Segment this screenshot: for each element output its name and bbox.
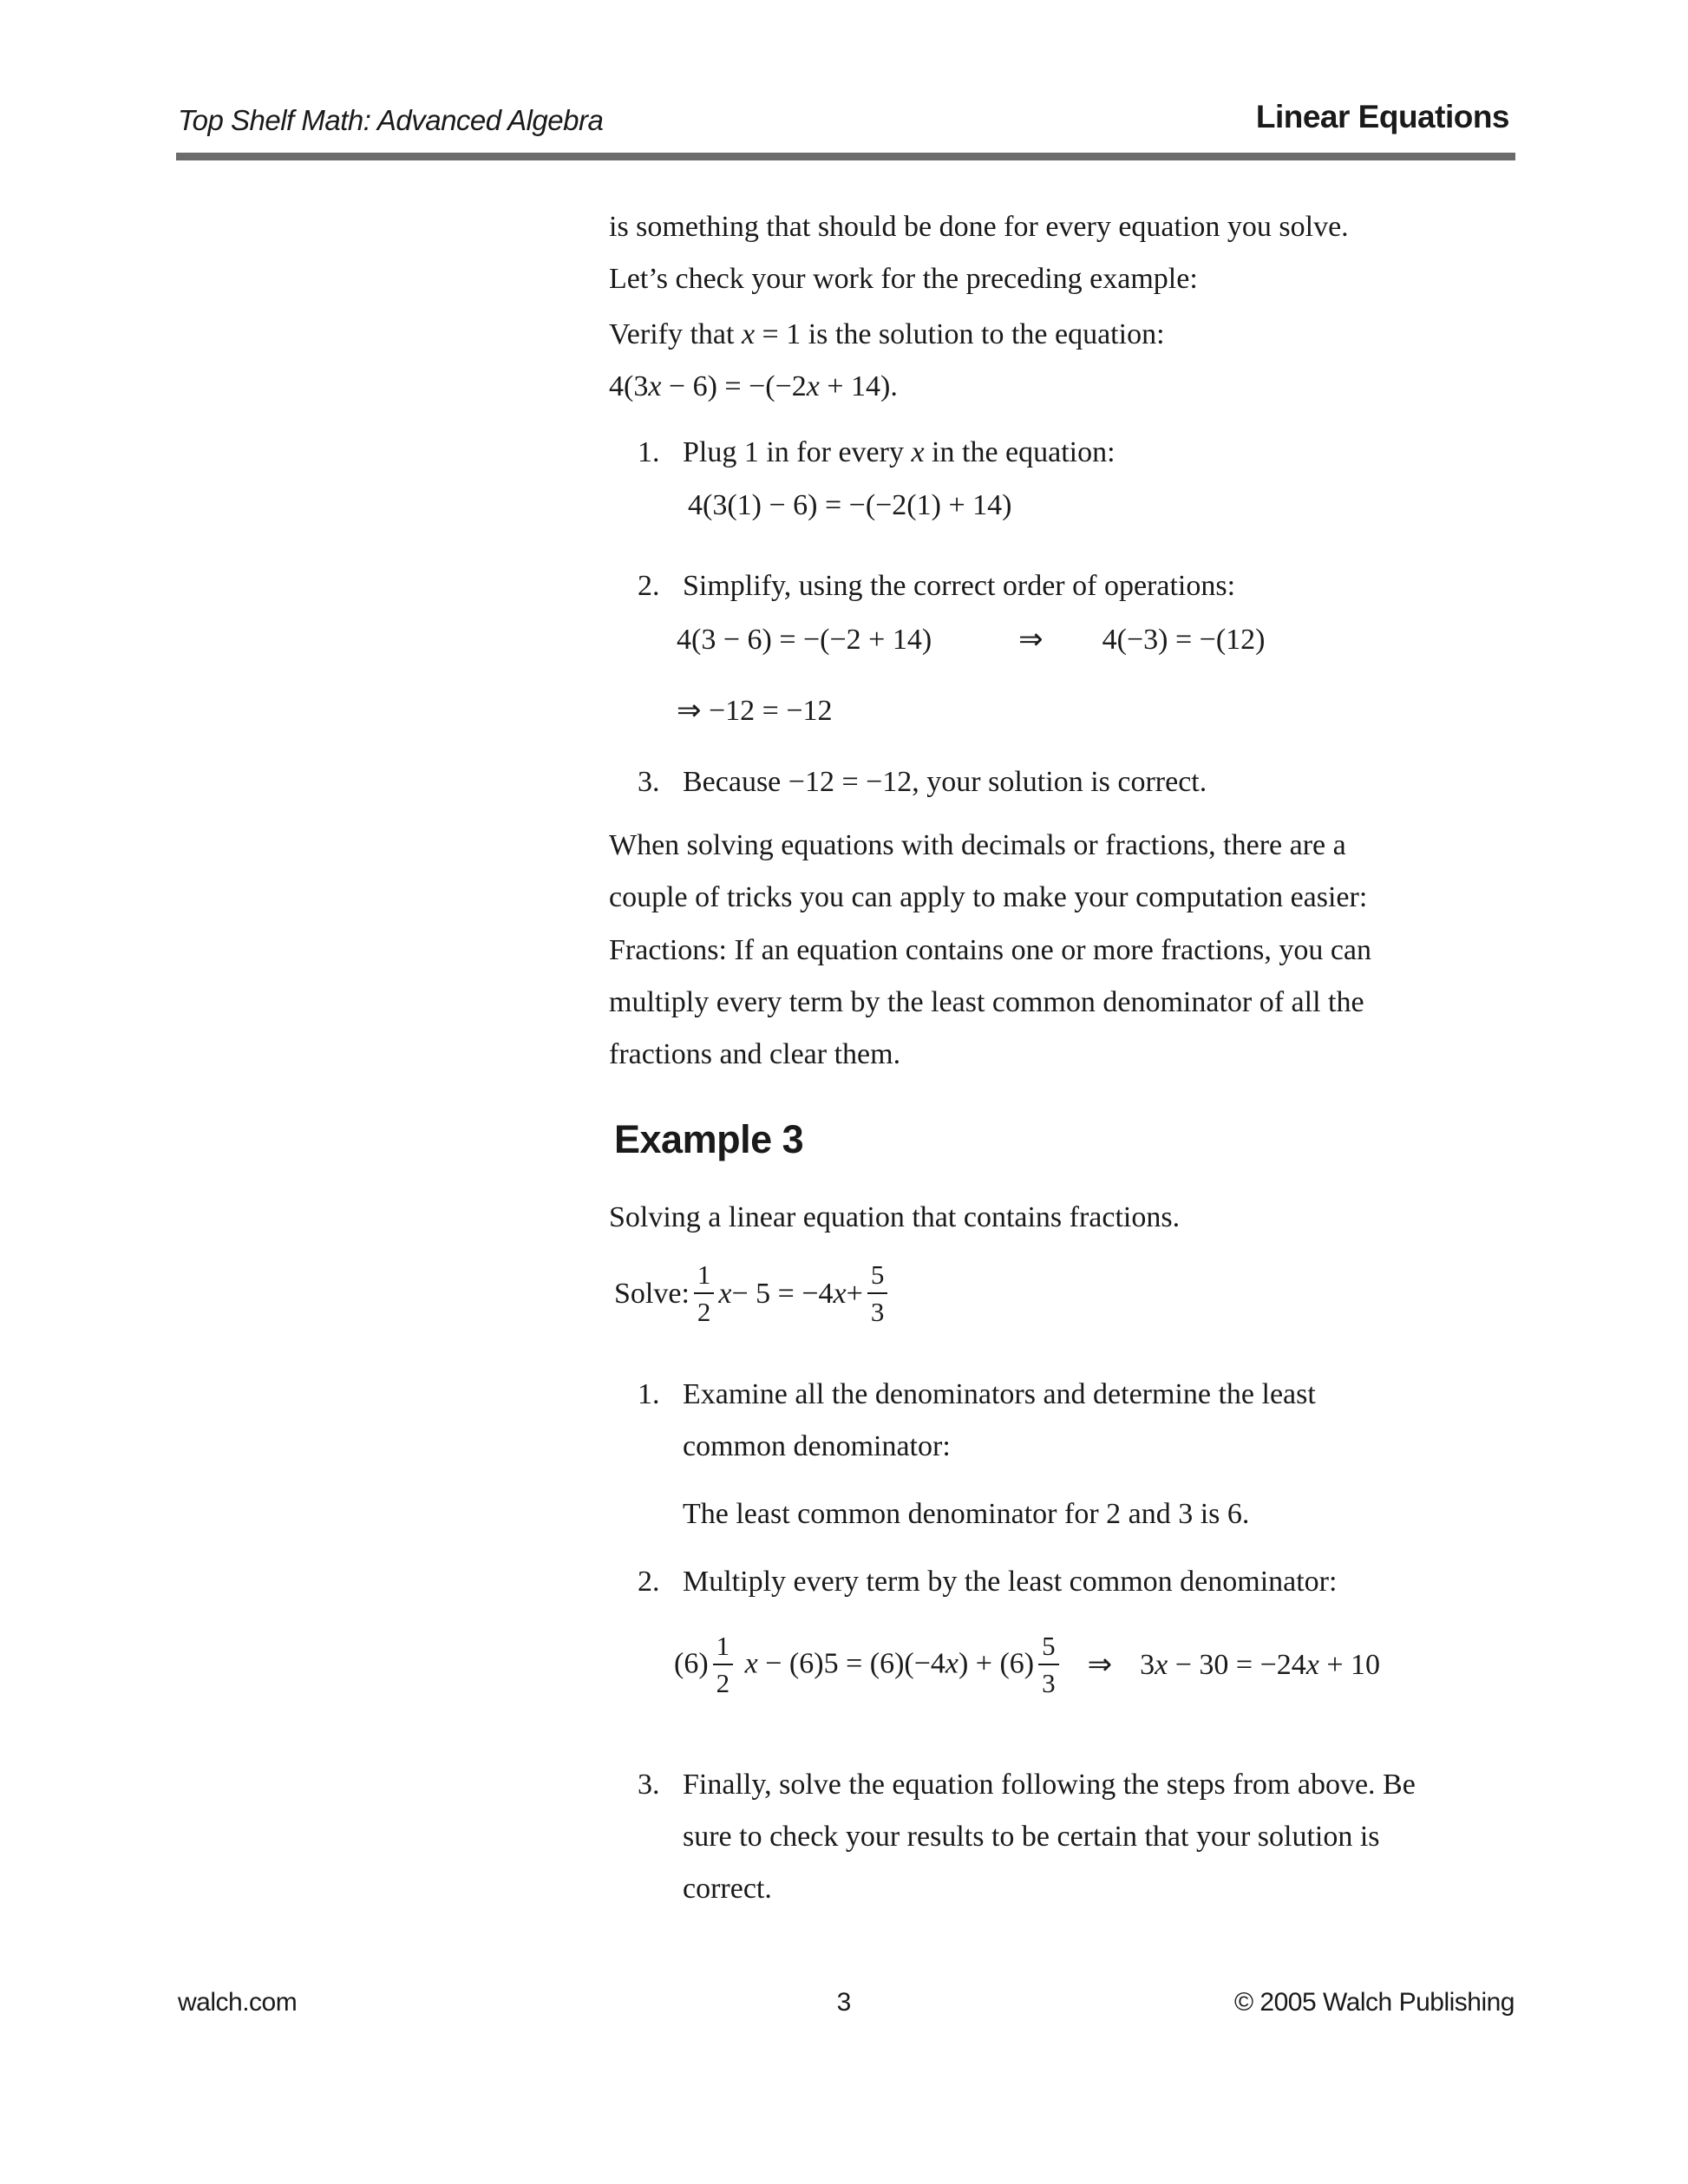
text-line: When solving equations with decimals or fractions, there are a <box>609 829 1346 861</box>
fraction: $\frac{5}{3}$ <box>867 1259 888 1326</box>
example-subtitle <box>609 1192 1180 1244</box>
list-item-multiply <box>607 1556 1337 1608</box>
fraction: $\frac{1}{2}$ <box>713 1631 734 1697</box>
example-heading: Example 3 <box>614 1117 804 1161</box>
list-item-examine <box>607 1369 1316 1473</box>
solve-equation: Solve: $\frac{1}{2}$ x − 5 = −4 x + $\frac{5}{3}$ <box>614 1252 892 1336</box>
fraction: $\frac{5}{3}$ <box>1038 1631 1059 1697</box>
equation-multiply-row <box>674 1624 1380 1707</box>
lcd-note <box>683 1488 1249 1540</box>
text-line: Finally, solve the equation following the steps from above. Be <box>683 1769 1416 1801</box>
equation-simplify-row <box>677 614 1266 666</box>
list-item-2 <box>607 560 1235 612</box>
equation-rhs: 4(−3) = −(12) <box>1102 624 1266 656</box>
fractions-tip-paragraph <box>609 925 1371 1081</box>
implies-arrow: ⇒ <box>1018 624 1044 656</box>
list-number: 2. <box>638 570 660 602</box>
list-number: 1. <box>638 1378 660 1410</box>
text-line: sure to check your results to be certain that your solution is <box>683 1821 1380 1853</box>
text-line: Simplify, using the correct order of operations: <box>683 570 1236 602</box>
text-line: Fractions: If an equation contains one or more fractions, you can <box>609 934 1372 966</box>
list-number: 1. <box>638 436 660 468</box>
text-line: Because −12 = −12, your solution is correct. <box>683 766 1207 798</box>
equation-result: ⇒ −12 = −12 <box>677 695 833 727</box>
text-line: Let’s check your work for the preceding example: <box>609 263 1198 295</box>
text-line: Plug 1 in for every x in the equation: <box>683 436 1116 468</box>
text-line: Solving a linear equation that contains fractions. <box>609 1201 1181 1233</box>
equation-line: 4(3x − 6) = −(−2x + 14). <box>609 370 898 402</box>
list-number: 2. <box>638 1566 660 1598</box>
list-number: 3. <box>638 1769 660 1801</box>
footer-website: walch.com <box>178 1988 298 2017</box>
text-line: common denominator: <box>683 1430 951 1462</box>
chapter-title: Linear Equations <box>1255 99 1509 134</box>
equation-plug-in: 4(3(1) − 6) = −(−2(1) + 14) <box>688 489 1012 521</box>
list-item-3 <box>607 756 1207 808</box>
when-solving-paragraph <box>609 820 1367 924</box>
equation-lhs: (6) $\frac{1}{2}$ x − (6)5 = (6)(−4x) + (6) $\frac{5}{3}$ <box>674 1632 1063 1699</box>
verify-paragraph <box>609 309 1165 413</box>
text-line: correct. <box>683 1873 772 1905</box>
intro-paragraph <box>609 201 1349 305</box>
list-item-finally <box>607 1759 1416 1915</box>
footer-copyright: © 2005 Walch Publishing <box>1233 1988 1515 2017</box>
implies-arrow: ⇒ <box>1087 1649 1113 1681</box>
text-line: couple of tricks you can apply to make your computation easier: <box>609 881 1368 913</box>
header-rule <box>176 153 1515 160</box>
text-line: is something that should be done for every equation you solve. <box>609 211 1349 243</box>
text-line: multiply every term by the least common denominator of all the <box>609 986 1364 1018</box>
text-line: The least common denominator for 2 and 3 is 6. <box>683 1498 1250 1530</box>
book-title: Top Shelf Math: Advanced Algebra <box>178 104 604 136</box>
fraction: $\frac{1}{2}$ <box>694 1259 715 1326</box>
text-line: fractions and clear them. <box>609 1038 901 1070</box>
text-line: Examine all the denominators and determine the least <box>683 1378 1316 1410</box>
footer-page-number: 3 <box>836 1988 852 2017</box>
text-line: Multiply every term by the least common denominator: <box>683 1566 1338 1598</box>
list-number: 3. <box>638 766 660 798</box>
text-line: Verify that x = 1 is the solution to the equation: <box>609 318 1165 350</box>
equation-lhs: 4(3 − 6) = −(−2 + 14) <box>677 624 932 656</box>
equation-rhs: 3x − 30 = −24x + 10 <box>1140 1649 1381 1681</box>
list-item-1 <box>607 427 1116 479</box>
